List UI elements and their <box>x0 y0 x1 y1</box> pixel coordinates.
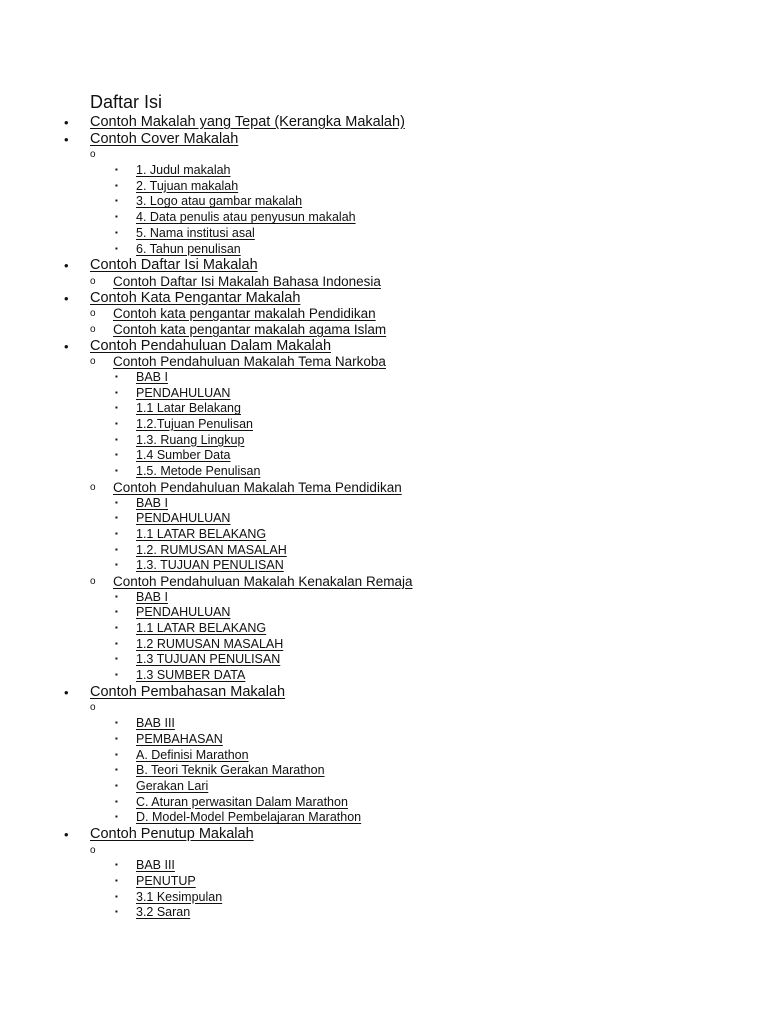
toc-link[interactable]: 1.3. Ruang Lingkup <box>136 432 245 447</box>
toc-link[interactable]: 1.2 RUMUSAN MASALAH <box>136 636 284 651</box>
bullet-marker: ▪ <box>115 513 118 523</box>
bullet-marker: ▪ <box>115 466 118 476</box>
toc-link[interactable]: 1.1 LATAR BELAKANG <box>136 526 267 541</box>
bullet-marker: o <box>90 275 96 287</box>
toc-link[interactable]: Contoh Makalah yang Tepat (Kerangka Makalah) <box>90 114 405 130</box>
toc-link[interactable]: 1.3. TUJUAN PENULISAN <box>136 558 284 573</box>
bullet-marker: o <box>90 356 96 368</box>
bullet-marker: o <box>90 308 96 320</box>
toc-link[interactable]: 1.3 TUJUAN PENULISAN <box>136 652 281 667</box>
toc-link[interactable]: 1.1 Latar Belakang <box>136 401 241 416</box>
toc-subsubitem <box>0 194 768 210</box>
toc-link[interactable]: Contoh Pendahuluan Makalah Kenakalan Remaja <box>113 573 413 589</box>
bullet-marker: ▪ <box>115 749 118 759</box>
toc-item <box>0 684 768 701</box>
toc-link[interactable]: 1.3 SUMBER DATA <box>136 668 246 683</box>
toc-subsubitem <box>0 890 768 906</box>
toc-link[interactable]: Contoh Daftar Isi Makalah Bahasa Indonesia <box>113 273 381 289</box>
toc-subsubitem <box>0 163 768 179</box>
toc-subsubitem <box>0 370 768 386</box>
bullet-marker: ▪ <box>115 497 118 507</box>
toc-subsubitem <box>0 605 768 621</box>
toc-item <box>0 826 768 843</box>
toc-subsubitem <box>0 668 768 684</box>
toc-subsubitem <box>0 905 768 921</box>
toc-item <box>0 131 768 148</box>
toc-subsubitem <box>0 496 768 512</box>
bullet-marker: ▪ <box>115 212 118 222</box>
page-title: Daftar Isi <box>90 92 163 112</box>
toc-subitem <box>0 700 768 716</box>
bullet-marker: • <box>64 115 69 130</box>
bullet-marker: ▪ <box>115 638 118 648</box>
bullet-marker: ▪ <box>115 796 118 806</box>
toc-subsubitem <box>0 386 768 402</box>
toc-subitem <box>0 354 768 370</box>
bullet-marker: ▪ <box>115 544 118 554</box>
toc-subsubitem <box>0 558 768 574</box>
bullet-marker: ▪ <box>115 654 118 664</box>
toc-link[interactable]: Contoh Cover Makalah <box>90 130 239 147</box>
bullet-marker: ▪ <box>115 812 118 822</box>
bullet-marker: • <box>64 131 69 147</box>
bullet-marker: ▪ <box>115 670 118 680</box>
toc-link[interactable]: PEMBAHASAN <box>136 731 223 746</box>
bullet-marker: ▪ <box>115 718 118 728</box>
bullet-marker: ▪ <box>115 623 118 632</box>
bullet-marker: • <box>64 684 69 700</box>
toc-subsubitem <box>0 433 768 449</box>
toc-subsubitem <box>0 858 768 874</box>
bullet-marker: ▪ <box>115 227 118 237</box>
bullet-marker: • <box>64 826 69 842</box>
bullet-marker: • <box>64 290 69 306</box>
toc-subitem <box>0 274 768 290</box>
toc-link[interactable]: PENDAHULUAN <box>136 605 231 620</box>
toc-link[interactable]: 3.1 Kesimpulan <box>136 889 223 904</box>
toc-subsubitem <box>0 242 768 258</box>
bullet-marker: o <box>90 844 96 856</box>
toc-subsubitem <box>0 210 768 226</box>
toc-link[interactable]: Contoh Pembahasan Makalah <box>90 683 286 700</box>
toc-subsubitem <box>0 779 768 795</box>
bullet-marker: • <box>64 338 69 354</box>
bullet-marker: o <box>90 481 96 493</box>
toc-subsubitem <box>0 401 768 417</box>
toc-link[interactable]: 2. Tujuan makalah <box>136 178 239 193</box>
toc-subsubitem <box>0 874 768 890</box>
bullet-marker: ▪ <box>115 891 118 901</box>
toc-item <box>0 338 768 355</box>
toc-link[interactable]: Contoh Pendahuluan Makalah Tema Pendidikan <box>113 479 402 495</box>
table-of-contents <box>0 114 768 921</box>
bullet-marker: o <box>90 323 96 335</box>
toc-link[interactable]: A. Definisi Marathon <box>136 747 249 762</box>
toc-link[interactable]: BAB III <box>136 716 175 731</box>
toc-subsubitem <box>0 417 768 433</box>
toc-subsubitem <box>0 810 768 826</box>
bullet-marker: ▪ <box>115 765 118 775</box>
toc-link[interactable]: 3. Logo atau gambar makalah <box>136 194 303 209</box>
toc-subsubitem <box>0 543 768 559</box>
toc-link[interactable]: Contoh Kata Pengantar Makalah <box>90 289 301 306</box>
bullet-marker: ▪ <box>115 403 118 413</box>
toc-link[interactable]: Contoh Pendahuluan Dalam Makalah <box>90 337 332 354</box>
toc-link[interactable]: PENDAHULUAN <box>136 385 231 400</box>
toc-link[interactable]: BAB III <box>136 858 175 873</box>
toc-link[interactable]: Contoh kata pengantar makalah agama Islam <box>113 321 387 337</box>
toc-item <box>0 114 768 131</box>
bullet-marker: ▪ <box>115 876 118 885</box>
toc-link[interactable]: C. Aturan perwasitan Dalam Marathon <box>136 794 348 809</box>
bullet-marker: ▪ <box>115 372 118 381</box>
toc-item <box>0 290 768 307</box>
bullet-marker: ▪ <box>115 591 118 601</box>
toc-subsubitem <box>0 748 768 764</box>
bullet-marker: ▪ <box>115 196 118 206</box>
bullet-marker: ▪ <box>115 165 118 175</box>
toc-subsubitem <box>0 464 768 480</box>
toc-subsubitem <box>0 226 768 242</box>
toc-subsubitem <box>0 716 768 732</box>
toc-link[interactable]: 3.2 Saran <box>136 905 191 920</box>
toc-link[interactable]: PENDAHULUAN <box>136 511 231 526</box>
bullet-marker: ▪ <box>115 180 118 190</box>
bullet-marker: ▪ <box>115 450 118 460</box>
toc-link[interactable]: 5. Nama institusi asal <box>136 225 255 240</box>
bullet-marker: ▪ <box>115 387 118 397</box>
bullet-marker: ▪ <box>115 607 118 617</box>
toc-link[interactable]: 4. Data penulis atau penyusun makalah <box>136 210 356 225</box>
toc-subsubitem <box>0 590 768 606</box>
bullet-marker: o <box>90 575 96 587</box>
toc-subitem <box>0 480 768 496</box>
bullet-marker: o <box>90 702 96 714</box>
toc-link[interactable]: 1.4 Sumber Data <box>136 448 231 463</box>
toc-subsubitem <box>0 795 768 811</box>
toc-subitem <box>0 574 768 590</box>
toc-link[interactable]: BAB I <box>136 370 168 384</box>
toc-subsubitem <box>0 621 768 637</box>
toc-link[interactable]: Contoh kata pengantar makalah Pendidikan <box>113 306 376 322</box>
toc-subitem <box>0 322 768 338</box>
bullet-marker: ▪ <box>115 907 118 917</box>
toc-subsubitem <box>0 179 768 195</box>
toc-subsubitem <box>0 448 768 464</box>
bullet-marker: • <box>64 258 69 274</box>
toc-subsubitem <box>0 511 768 527</box>
bullet-marker: ▪ <box>115 528 118 538</box>
toc-link[interactable]: BAB I <box>136 495 168 510</box>
toc-subsubitem <box>0 652 768 668</box>
toc-subsubitem <box>0 527 768 543</box>
toc-link[interactable]: 1. Judul makalah <box>136 163 231 178</box>
toc-link[interactable]: D. Model-Model Pembelajaran Marathon <box>136 810 362 825</box>
toc-link[interactable]: Contoh Penutup Makalah <box>90 825 254 842</box>
bullet-marker: ▪ <box>115 860 118 870</box>
toc-subitem <box>0 147 768 163</box>
bullet-marker: ▪ <box>115 560 118 570</box>
toc-link[interactable]: Gerakan Lari <box>136 778 209 793</box>
toc-link[interactable]: B. Teori Teknik Gerakan Marathon <box>136 763 325 778</box>
toc-subsubitem <box>0 763 768 779</box>
toc-link[interactable]: 1.2. RUMUSAN MASALAH <box>136 542 287 557</box>
toc-link[interactable]: 1.5. Metode Penulisan <box>136 464 261 479</box>
toc-link[interactable]: Contoh Pendahuluan Makalah Tema Narkoba <box>113 354 386 370</box>
toc-link[interactable]: BAB I <box>136 589 168 604</box>
toc-subsubitem <box>0 732 768 748</box>
toc-link[interactable]: Contoh Daftar Isi Makalah <box>90 257 258 274</box>
toc-subsubitem <box>0 637 768 653</box>
toc-subitem <box>0 843 768 859</box>
bullet-marker: ▪ <box>115 780 118 790</box>
toc-link[interactable]: 1.2.Tujuan Penulisan <box>136 417 253 432</box>
bullet-marker: ▪ <box>115 733 118 743</box>
toc-item <box>0 257 768 274</box>
bullet-marker: ▪ <box>115 243 118 253</box>
toc-subitem <box>0 306 768 322</box>
bullet-marker: ▪ <box>115 419 118 429</box>
toc-link[interactable]: 1.1 LATAR BELAKANG <box>136 621 267 635</box>
toc-link[interactable]: PENUTUP <box>136 874 196 888</box>
toc-link[interactable]: 6. Tahun penulisan <box>136 241 241 256</box>
bullet-marker: o <box>90 149 96 161</box>
bullet-marker: ▪ <box>115 434 118 444</box>
